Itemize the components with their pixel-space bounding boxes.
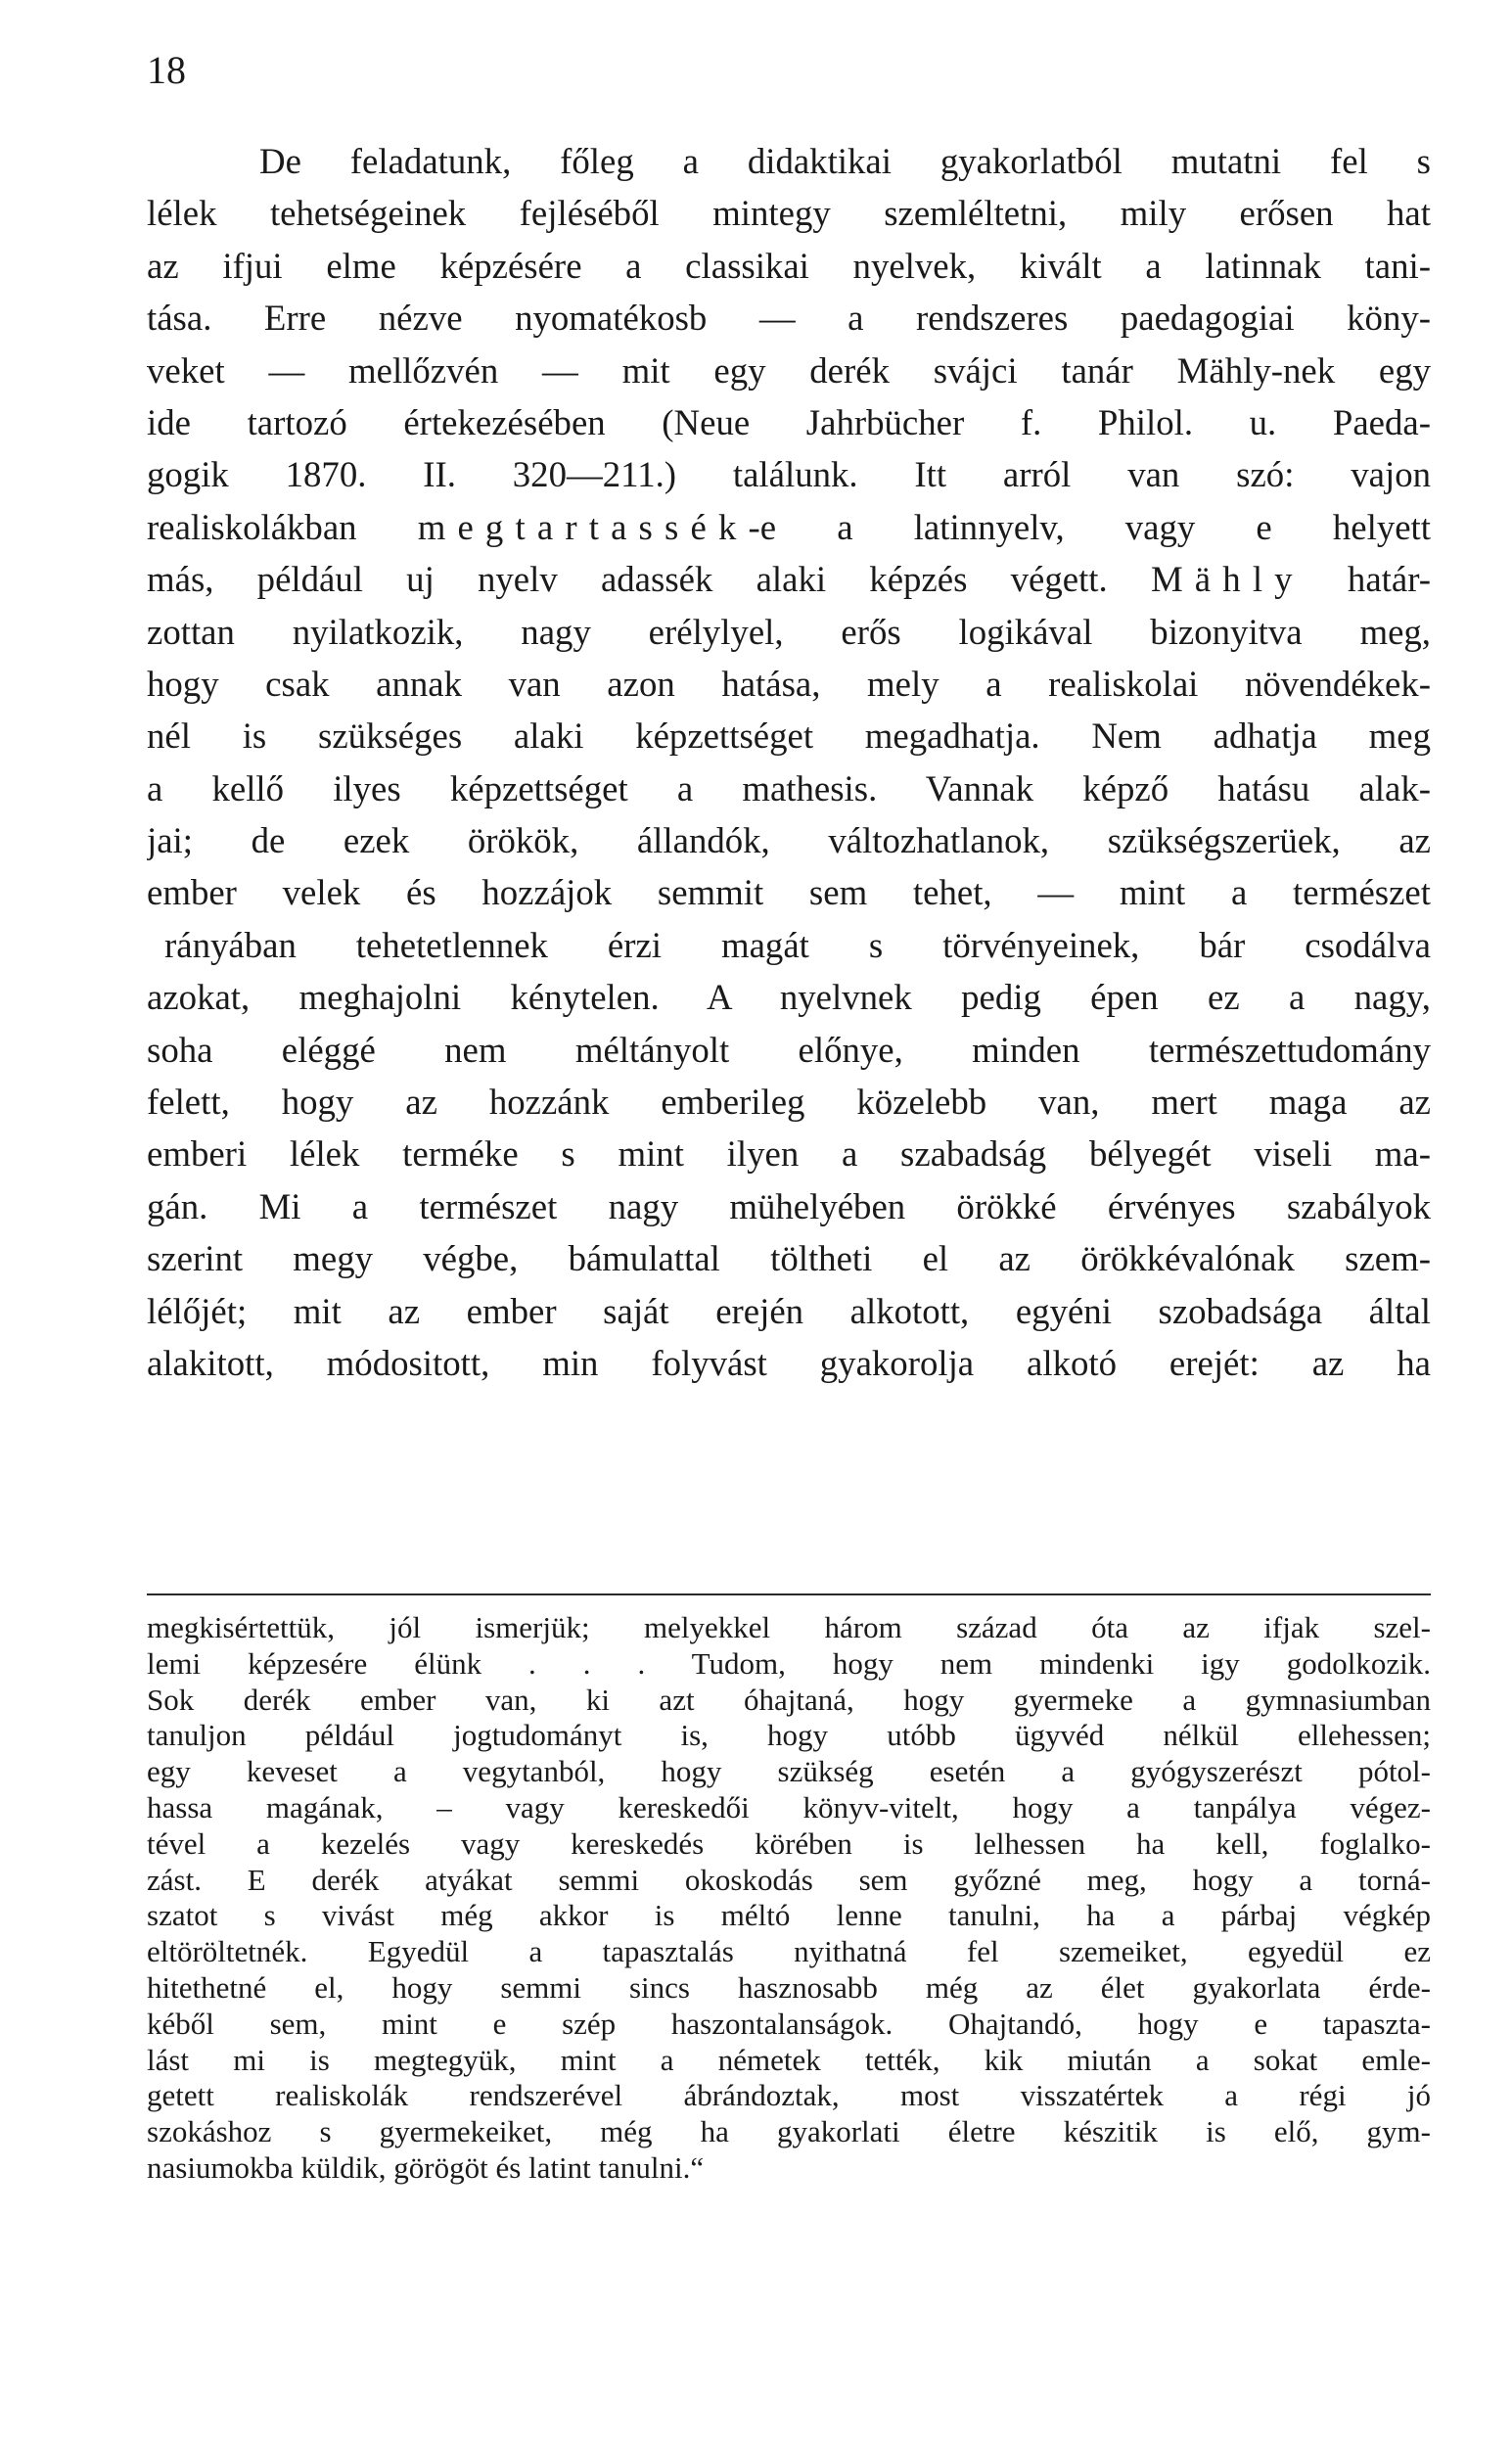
text-line: ide tartozó értekezésében (Neue Jahrbücher f. Philol. u. Paeda- <box>147 401 1431 442</box>
text-line <box>147 553 1431 605</box>
footnote-line: nasiumokba küldik, görögöt és latint tanulni.“ <box>147 2149 705 2185</box>
text-line: azokat, meghajolni kénytelen. A nyelvnek pedig épen ez a nagy, <box>147 977 1431 1018</box>
footnote-line: Sok derék ember van, ki azt óhajtaná, hogy gyermeke a gymnasiumban <box>147 1682 1431 1717</box>
emphasized-word: Mähly <box>1150 559 1305 600</box>
footnote <box>147 1610 1431 2187</box>
footnote-line: szatot s vivást még akkor is méltó lenne tanulni, ha a párbaj végkép <box>147 1898 1431 1933</box>
emphasized-word: megtartassék <box>417 506 749 547</box>
footnote-line: kéből sem, mint e szép haszontalanságok. Ohajtandó, hogy e tapaszta- <box>147 2006 1431 2041</box>
footnote-line: lást mi is megtegyük, mint a németek tették, kik miután a sokat emle- <box>147 2042 1431 2077</box>
text-line: a kellő ilyes képzettséget a mathesis. Vannak képző hatásu alak- <box>147 767 1431 808</box>
text-fragment: más, például uj nyelv adassék alaki képzés végett. <box>147 559 1151 600</box>
footnote-line: getett realiskolák rendszerével ábrándoztak, most visszatértek a régi jó <box>147 2078 1431 2113</box>
text-line: alakitott, módositott, min folyvást gyakorolja alkotó erejét: az ha <box>147 1342 1431 1383</box>
text-line: gogik 1870. II. 320—211.) találunk. Itt arról van szó: vajon <box>147 454 1431 495</box>
footnote-line: lemi képzesére élünk . . . Tudom, hogy nem mindenki igy godolkozik. <box>147 1645 1431 1681</box>
footnote-line: egy keveset a vegytanból, hogy szükség esetén a gyógyszerészt pótol- <box>147 1754 1431 1789</box>
text-line: ember velek és hozzájok semmit sem tehet, — mint a természet <box>147 872 1431 913</box>
main-text <box>147 135 1431 1389</box>
footnote-line: zást. E derék atyákat semmi okoskodás sem győzné meg, hogy a torná- <box>147 1862 1431 1897</box>
page-number: 18 <box>147 48 186 92</box>
text-line: tása. Erre nézve nyomatékosb — a rendszeres paedagogiai köny- <box>147 298 1431 339</box>
text-line: gán. Mi a természet nagy mühelyében örökké érvényes szabályok <box>147 1185 1431 1226</box>
text-line: lélőjét; mit az ember saját erején alkotott, egyéni szobadsága által <box>147 1290 1431 1331</box>
text-line: lélek tehetségeinek fejléséből mintegy szemléltetni, mily erősen hat <box>147 193 1431 234</box>
text-line: veket — mellőzvén — mit egy derék svájci tanár Mähly-nek egy <box>147 349 1431 391</box>
text-line: De feladatunk, főleg a didaktikai gyakorlatból mutatni fel s <box>259 141 1431 181</box>
footnote-line: tanuljon például jogtudományt is, hogy utóbb ügyvéd nélkül ellehessen; <box>147 1718 1431 1753</box>
text-line: felett, hogy az hozzánk emberileg közelebb van, mert maga az <box>147 1082 1431 1123</box>
text-line: soha eléggé nem méltányolt előnye, minden természettudomány <box>147 1029 1431 1070</box>
footnote-line: hitethetné el, hogy semmi sincs hasznosabb még az élet gyakorlata érde- <box>147 1969 1431 2005</box>
footnote-line: szokáshoz s gyermekeiket, még ha gyakorlati életre készitik is elő, gym- <box>147 2114 1431 2149</box>
text-line: nél is szükséges alaki képzettséget megadhatja. Nem adhatja meg <box>147 716 1431 757</box>
footnote-line: tével a kezelés vagy kereskedés körében is lelhessen ha kell, foglalko- <box>147 1825 1431 1861</box>
text-line <box>147 501 1431 553</box>
text-line: hogy csak annak van azon hatása, mely a realiskolai növendékek- <box>147 663 1431 704</box>
text-fragment: határ- <box>1304 559 1431 600</box>
footnote-line: megkisértettük, jól ismerjük; melyekkel három század óta az ifjak szel- <box>147 1610 1431 1644</box>
text-fragment: realiskolákban <box>147 506 418 547</box>
text-line: emberi lélek terméke s mint ilyen a szabadság bélyegét viseli ma- <box>147 1133 1431 1175</box>
text-line: jai; de ezek örökök, állandók, változhatlanok, szükségszerüek, az <box>147 820 1431 861</box>
text-fragment: -e a latinnyelv, vagy e helyett <box>748 506 1431 547</box>
text-line: az ifjui elme képzésére a classikai nyelvek, kivált a latinnak tani- <box>147 245 1431 286</box>
text-line: zottan nyilatkozik, nagy erélylyel, erős logikával bizonyitva meg, <box>147 611 1431 652</box>
text-line: rányában tehetetlennek érzi magát s törvényeinek, bár csodálva <box>164 924 1431 965</box>
text-line: szerint megy végbe, bámulattal töltheti el az örökkévalónak szem- <box>147 1238 1431 1279</box>
footnote-line: eltöröltetnék. Egyedül a tapasztalás nyithatná fel szemeiket, egyedül ez <box>147 1934 1431 1969</box>
footnote-line: hassa magának, – vagy kereskedői könyv-vitelt, hogy a tanpálya végez- <box>147 1789 1431 1824</box>
footnote-divider <box>147 1593 1431 1595</box>
